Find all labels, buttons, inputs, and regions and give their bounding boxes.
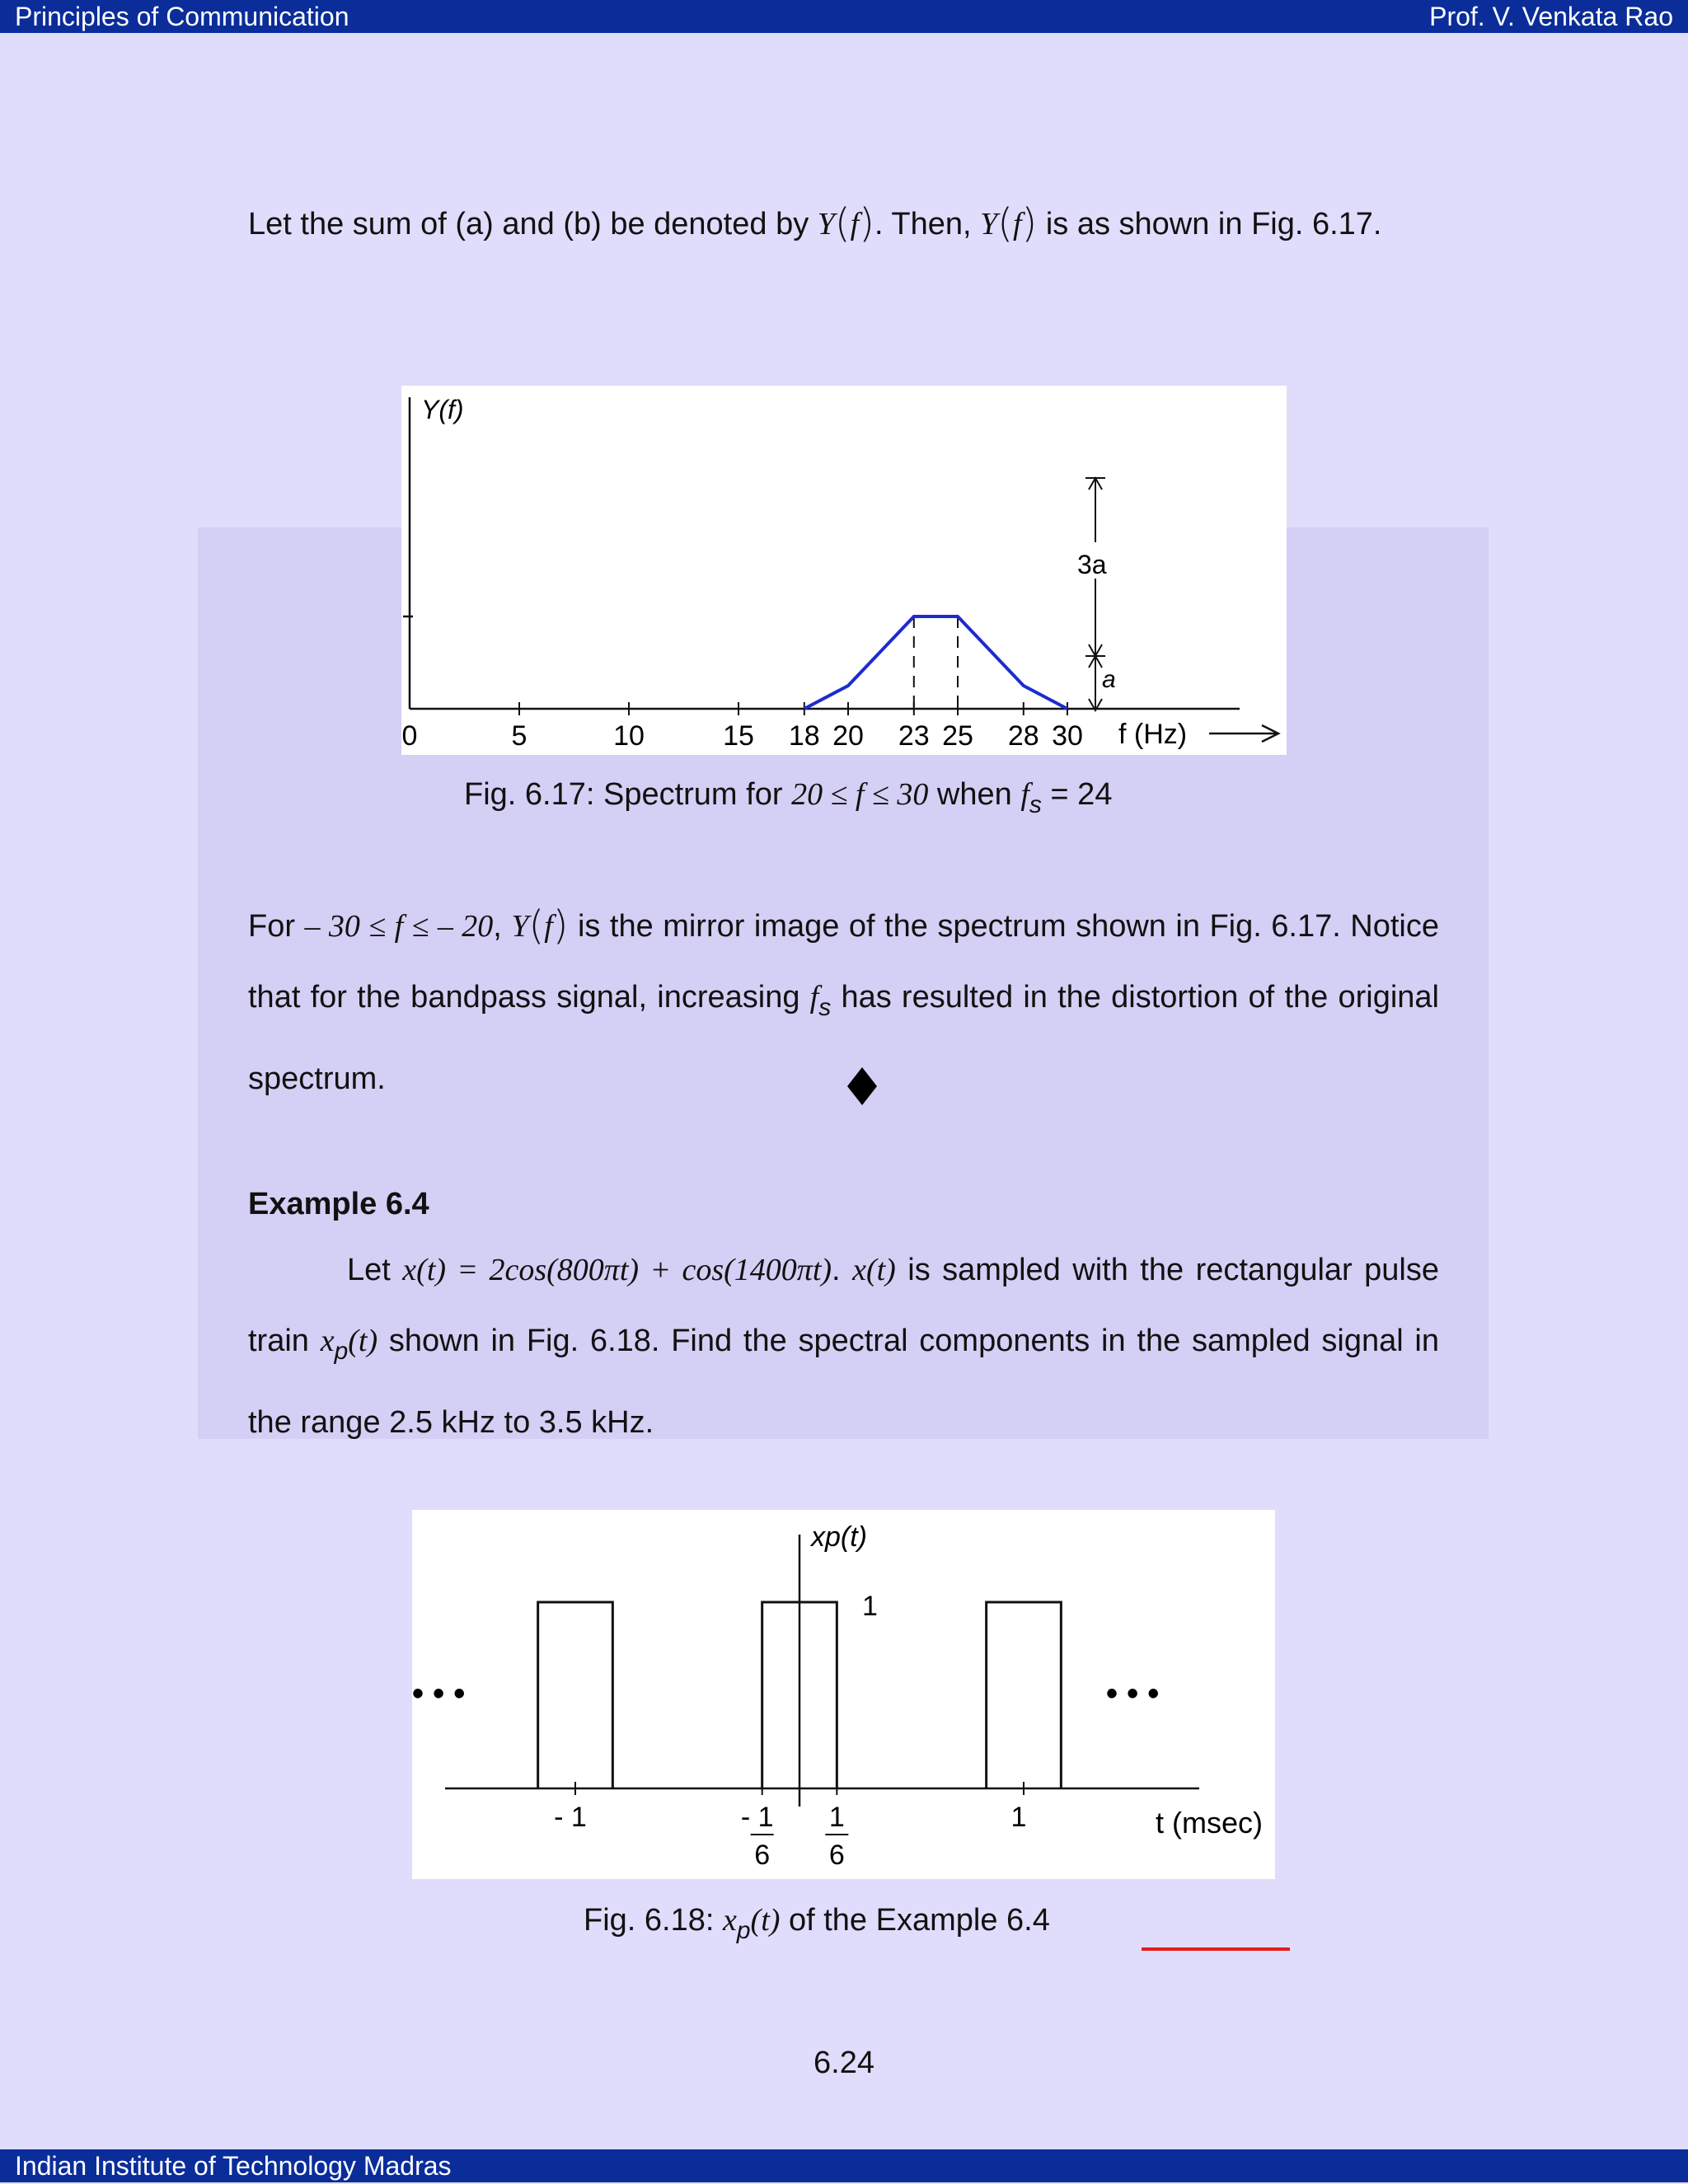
text-run: is sampled with the rectangular pulse train bbox=[248, 1253, 1440, 1358]
math-equation: x(t) = 2cos(800πt) + cos(1400πt) bbox=[402, 1253, 832, 1287]
caption-xp: x bbox=[722, 1903, 737, 1938]
x-tick-denominator: 6 bbox=[754, 1840, 771, 1871]
chart-ylabel: xp(t) bbox=[811, 1521, 867, 1553]
x-tick-denominator: 6 bbox=[828, 1840, 845, 1871]
red-underline bbox=[1142, 1947, 1290, 1951]
footer-bar bbox=[0, 2149, 1688, 2182]
text-run: shown in Fig. 6.18. Find the spectral components in the sampled signal in the range 2.5 kHz to 3.5 kHz. bbox=[248, 1324, 1439, 1440]
math-Y: Y bbox=[511, 909, 529, 944]
x-tick-label: 20 bbox=[832, 720, 864, 752]
page-number: 6.24 bbox=[814, 2046, 874, 2080]
x-tick-label: 18 bbox=[788, 720, 820, 752]
text-run: has resulted in the distortion of the original spectrum. bbox=[248, 980, 1439, 1096]
caption-math: 20 ≤ f ≤ 30 bbox=[791, 777, 929, 812]
continuation-dots-left: • • • bbox=[412, 1675, 466, 1712]
axis-arrow bbox=[1209, 725, 1278, 742]
math-f: f bbox=[1012, 207, 1022, 241]
x-tick-label: 23 bbox=[898, 720, 930, 752]
math-xp-arg: (t) bbox=[348, 1324, 378, 1358]
caption-text: Fig. 6.17: Spectrum for bbox=[464, 777, 792, 812]
text-run: is as shown in Fig. 6.17. bbox=[1037, 207, 1382, 241]
math-range: – 30 ≤ f ≤ – 20 bbox=[304, 909, 494, 944]
math-f: f bbox=[850, 207, 860, 241]
spectrum-chart bbox=[401, 386, 1287, 755]
text-run: . Then, bbox=[874, 207, 981, 241]
caption-fig-6-17 bbox=[464, 776, 1112, 819]
chart-xunit: t (msec) bbox=[1156, 1806, 1263, 1840]
paragraph-example bbox=[248, 1235, 1439, 1458]
figure-6-17 bbox=[401, 386, 1287, 755]
text-run: . bbox=[832, 1253, 853, 1287]
math-xp-sub: p bbox=[334, 1338, 349, 1365]
paragraph-intro: Let the sum of (a) and (b) be denoted by Y(f). Then, Y(f) is as shown in Fig. 6.17. bbox=[248, 200, 1382, 246]
math-f: f bbox=[544, 909, 553, 944]
text-run: is the mirror image of the spectrum shown in Fig. 6.17. Notice that for the bandpass signal, increasing bbox=[248, 909, 1439, 1015]
header-bar bbox=[0, 0, 1688, 33]
math-x-t: x(t) bbox=[852, 1253, 896, 1287]
pulse bbox=[538, 1602, 613, 1788]
math-fs: f bbox=[809, 980, 819, 1015]
math-fs-sub: s bbox=[818, 994, 832, 1021]
math-Y: Y bbox=[817, 207, 835, 241]
amplitude-annotation bbox=[1076, 478, 1117, 710]
x-tick-label: - 1 bbox=[554, 1802, 587, 1833]
text-run: For bbox=[248, 909, 305, 944]
header-author: Prof. V. Venkata Rao bbox=[1429, 2, 1673, 31]
caption-eq: = 24 bbox=[1041, 777, 1113, 812]
text-run: Let the sum of (a) and (b) be denoted by bbox=[248, 207, 818, 241]
chart-xunit: f (Hz) bbox=[1118, 719, 1188, 750]
paragraph-mirror: For – 30 ≤ f ≤ – 20, Y(f) is the mirror image of the spectrum shown in Fig. 6.17. Notice that for the bandpass signal, increasing $f_s$ has resulted in the distortion of the original spectrum. bbox=[248, 902, 1439, 1096]
diamond-icon bbox=[847, 1067, 877, 1105]
annotation-3a: 3a bbox=[1077, 550, 1107, 579]
x-tick-label: 10 bbox=[613, 720, 645, 752]
example-heading: Example 6.4 bbox=[248, 1187, 429, 1221]
x-tick-label: 30 bbox=[1052, 720, 1083, 752]
x-tick-label: 0 bbox=[401, 720, 418, 752]
x-tick-numerator: 1 bbox=[828, 1802, 845, 1833]
header-course-title: Principles of Communication bbox=[15, 2, 349, 31]
chart-ylabel: Y(f) bbox=[421, 395, 464, 424]
caption-text: Fig. 6.18: bbox=[584, 1903, 723, 1938]
caption-xp-arg: (t) bbox=[750, 1903, 781, 1938]
annotation-a: a bbox=[1102, 666, 1116, 693]
pulse-train-chart bbox=[412, 1510, 1275, 1879]
text-run: Let bbox=[347, 1253, 403, 1287]
text-run: , bbox=[493, 909, 512, 944]
x-tick-label: 5 bbox=[511, 720, 528, 752]
caption-text: of the Example 6.4 bbox=[780, 1903, 1050, 1938]
math-xp: x bbox=[320, 1324, 335, 1358]
caption-text: when bbox=[928, 777, 1021, 812]
caption-fs-sub: s bbox=[1029, 791, 1042, 818]
math-Y: Y bbox=[980, 207, 998, 241]
spectrum-line bbox=[804, 616, 1067, 709]
pulse bbox=[987, 1602, 1062, 1788]
continuation-dots-right: • • • bbox=[1106, 1675, 1160, 1712]
caption-xp-sub: p bbox=[736, 1917, 751, 1944]
figure-6-18 bbox=[412, 1510, 1275, 1879]
footer-institute: Indian Institute of Technology Madras bbox=[15, 2151, 452, 2181]
x-tick-label: 15 bbox=[723, 720, 754, 752]
caption-fs: f bbox=[1020, 777, 1029, 812]
x-tick-label: 1 bbox=[1010, 1802, 1027, 1833]
pulse-height-label: 1 bbox=[862, 1591, 878, 1622]
x-tick-label: 28 bbox=[1007, 720, 1039, 752]
x-tick-numerator: - 1 bbox=[740, 1802, 774, 1833]
x-tick-label: 25 bbox=[942, 720, 973, 752]
caption-fig-6-18 bbox=[584, 1902, 1050, 1945]
